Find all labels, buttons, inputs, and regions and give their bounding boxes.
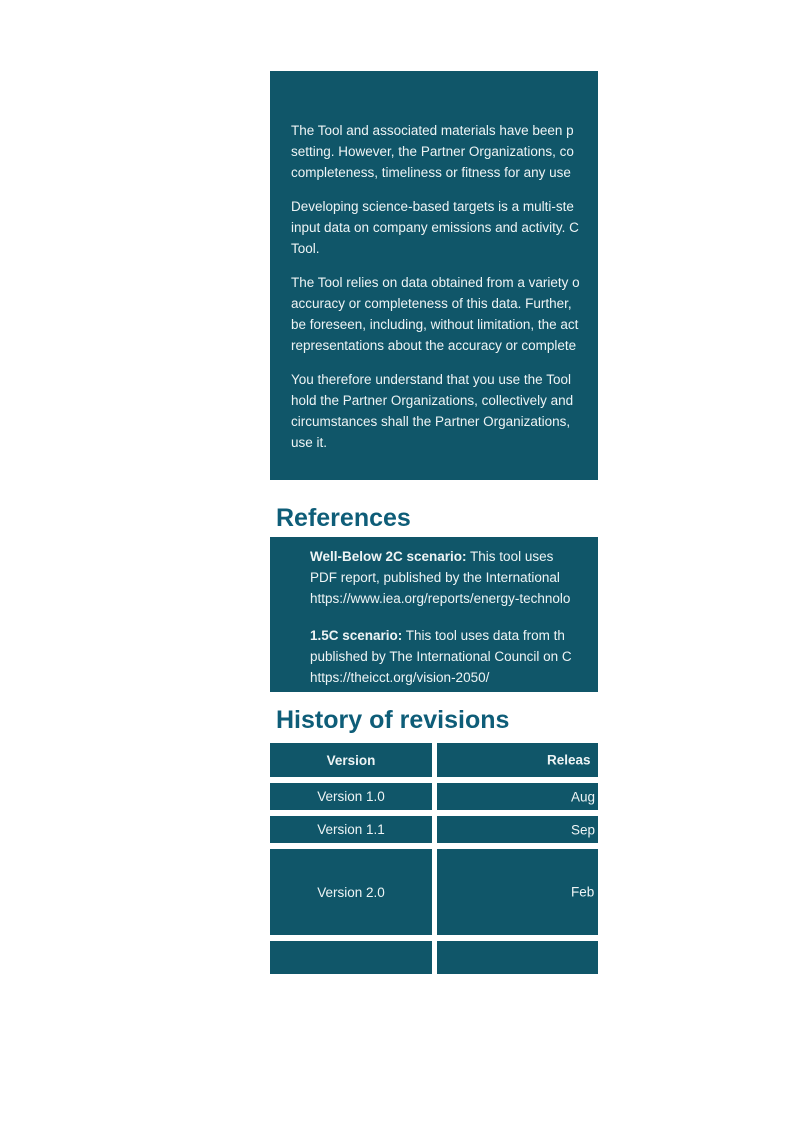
version-cell: Version 2.0	[270, 849, 432, 935]
text-line: You therefore understand that you use the Tool	[291, 372, 571, 387]
release-date-text: Sep	[571, 822, 596, 837]
text-line: Tool.	[291, 241, 320, 256]
table-row	[270, 783, 598, 810]
release-cell	[437, 816, 598, 843]
table-header-row	[270, 743, 598, 777]
table-row	[270, 849, 598, 935]
references-heading: References	[276, 504, 411, 532]
disclaimer-paragraph-1	[291, 120, 598, 183]
text-line: setting. However, the Partner Organizations, co	[291, 144, 574, 159]
text-line: Developing science-based targets is a multi-ste	[291, 199, 574, 214]
release-cell	[437, 783, 598, 810]
text-line: use it.	[291, 435, 328, 450]
text-line: be foreseen, including, without limitation, the act	[291, 317, 579, 332]
text-line: input data on company emissions and activity. C	[291, 220, 579, 235]
reference-link[interactable]: https://theicct.org/vision-2050/	[310, 670, 490, 685]
table-row	[270, 941, 598, 974]
release-date-text: Aug	[571, 789, 596, 804]
release-date-text: Feb	[571, 884, 595, 900]
text-line: The Tool relies on data obtained from a variety o	[291, 275, 580, 290]
text-line: completeness, timeliness or fitness for any use	[291, 165, 571, 180]
disclaimer-paragraph-3	[291, 272, 598, 356]
history-table	[270, 743, 598, 980]
disclaimer-paragraph-2	[291, 196, 598, 259]
reference-scenario-intro: This tool uses	[466, 549, 554, 564]
text-line: published by The International Council on C	[310, 649, 572, 664]
text-line: representations about the accuracy or complete	[291, 338, 577, 353]
release-column-header	[437, 743, 598, 777]
reference-item-wb2c	[310, 546, 598, 609]
text-line: accuracy or completeness of this data. Further,	[291, 296, 572, 311]
text-line: PDF report, published by the International	[310, 570, 560, 585]
reference-scenario-label: 1.5C scenario:	[310, 628, 403, 643]
reference-scenario-label: Well-Below 2C scenario:	[310, 549, 467, 564]
release-cell	[437, 941, 598, 974]
version-cell: Version 1.0	[270, 783, 432, 810]
reference-scenario-line	[310, 625, 598, 646]
release-header-label: Releas	[547, 752, 591, 768]
text-line: The Tool and associated materials have been p	[291, 123, 574, 138]
reference-link[interactable]: https://www.iea.org/reports/energy-technolo	[310, 591, 571, 606]
reference-item-15c	[310, 625, 598, 688]
disclaimer-paragraph-4	[291, 369, 598, 453]
table-row	[270, 816, 598, 843]
references-panel	[270, 537, 598, 692]
history-heading: History of revisions	[276, 706, 510, 734]
text-line: hold the Partner Organizations, collectively and	[291, 393, 574, 408]
version-cell	[270, 941, 432, 974]
text-line: circumstances shall the Partner Organizations,	[291, 414, 571, 429]
reference-scenario-line	[310, 546, 598, 567]
version-cell: Version 1.1	[270, 816, 432, 843]
version-column-header: Version	[270, 743, 432, 777]
release-cell	[437, 849, 598, 935]
disclaimer-panel	[270, 71, 598, 480]
reference-scenario-intro: This tool uses data from th	[402, 628, 565, 643]
